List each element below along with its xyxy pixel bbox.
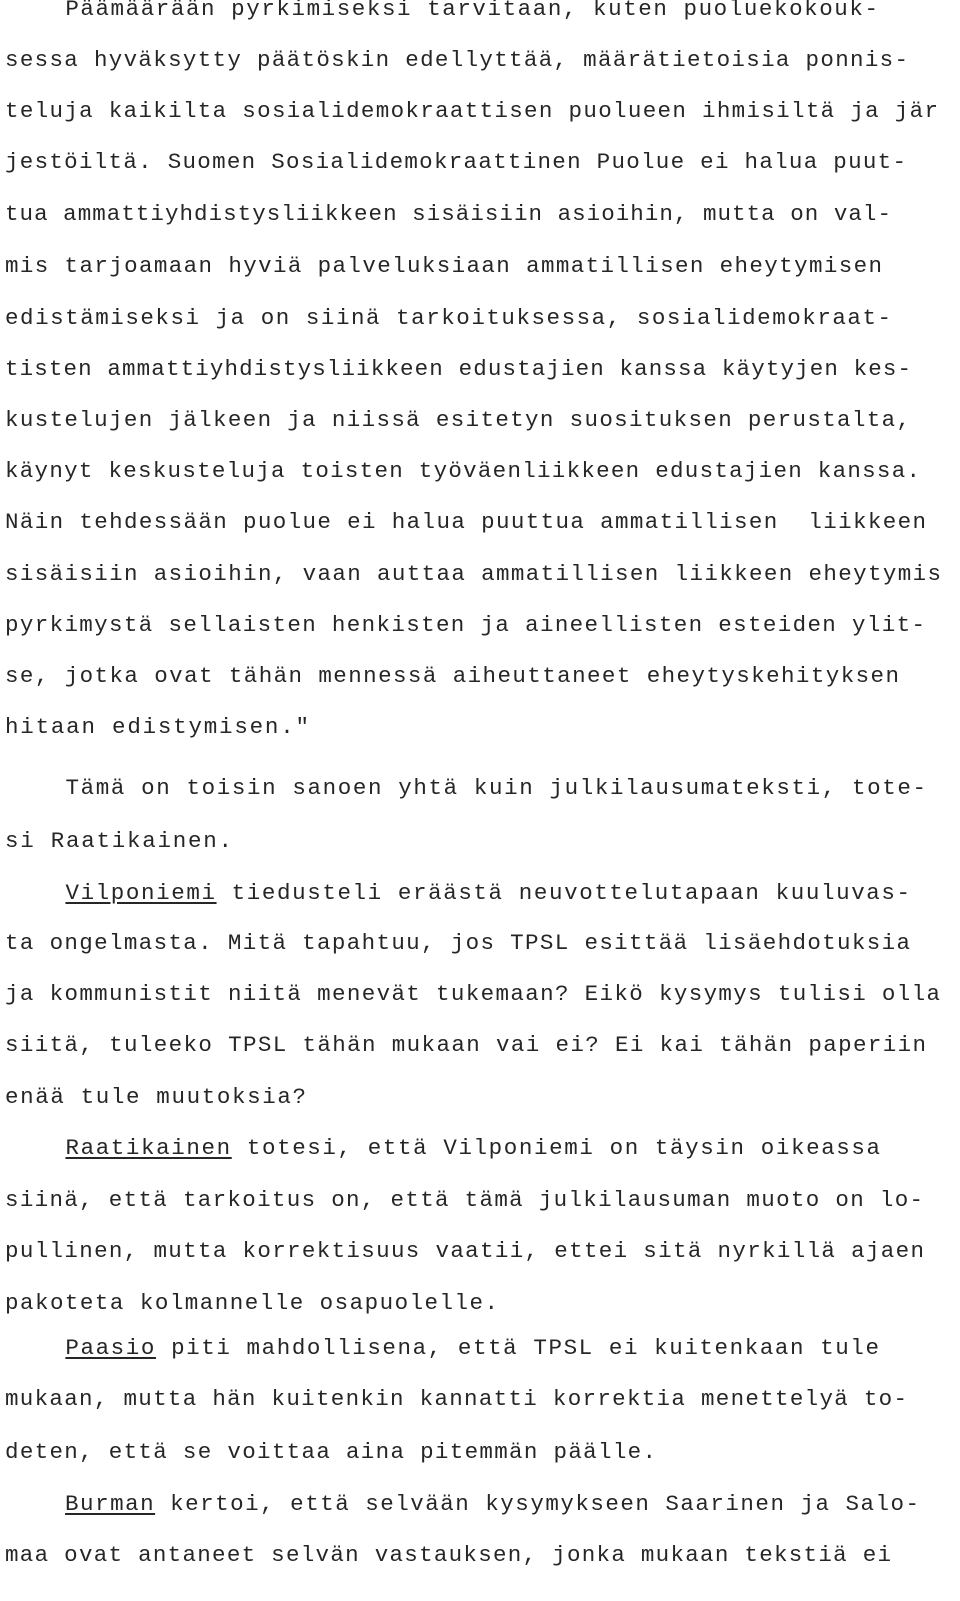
text-line — [5, 456, 921, 486]
text-line — [5, 147, 907, 177]
text-segment: siitä, tuleeko TPSL tähän mukaan vai ei? Ei kai tähän paperiin — [5, 1032, 928, 1058]
text-segment: deten, että se voittaa aina pitemmän päälle. — [5, 1439, 658, 1465]
text-segment: tua ammattiyhdistysliikkeen sisäisiin asioihin, mutta on val- — [5, 201, 893, 227]
text-line — [5, 1384, 908, 1414]
text-line — [5, 1133, 882, 1163]
text-segment: pyrkimystä sellaisten henkisten ja aineellisten esteiden ylit- — [5, 612, 927, 638]
text-line — [5, 303, 893, 333]
text-segment: jestöiltä. Suomen Sosialidemokraattinen Puolue ei halua puut- — [5, 149, 908, 175]
text-line — [5, 1082, 308, 1112]
text-segment — [5, 880, 65, 906]
text-segment: ta ongelmasta. Mitä tapahtuu, jos TPSL esittää lisäehdotuksia — [5, 930, 912, 956]
text-segment: tisten ammattiyhdistysliikkeen edustajien kanssa käytyjen kes- — [5, 356, 913, 382]
speaker-name: Raatikainen — [65, 1135, 232, 1161]
text-segment: sessa hyväksytty päätöskin edellyttää, määrätietoisia ponnis- — [5, 47, 910, 73]
text-segment — [5, 1135, 65, 1161]
text-line — [5, 1437, 657, 1467]
text-line — [5, 96, 939, 126]
text-line — [5, 610, 926, 640]
text-segment: maa ovat antaneet selvän vastauksen, jonka mukaan tekstiä ei — [5, 1542, 893, 1568]
text-line — [5, 826, 234, 856]
text-segment: siinä, että tarkoitus on, että tämä julkilausuman muoto on lo- — [5, 1187, 925, 1213]
text-line — [5, 559, 942, 589]
text-line — [5, 0, 880, 24]
text-segment: tiedusteli eräästä neuvottelutapaan kuuluvas- — [216, 880, 912, 906]
text-segment: kertoi, että selvään kysymykseen Saarinen ja Salo- — [155, 1491, 921, 1517]
text-line — [5, 1489, 921, 1519]
text-line — [5, 507, 927, 537]
text-segment: kustelujen jälkeen ja niissä esitetyn suosituksen perustalta, — [5, 407, 912, 433]
text-segment: edistämiseksi ja on siinä tarkoituksessa, sosialidemokraat- — [5, 305, 893, 331]
text-segment: pakoteta kolmannelle osapuolelle. — [5, 1290, 500, 1316]
text-line — [5, 1288, 499, 1318]
text-segment: hitaan edistymisen." — [5, 714, 311, 740]
text-line — [5, 712, 311, 742]
speaker-name: Burman — [65, 1491, 156, 1517]
text-line — [5, 928, 911, 958]
text-line — [5, 773, 928, 803]
text-segment: Näin tehdessään puolue ei halua puuttua ammatillisen liikkeen — [5, 509, 928, 535]
text-line — [5, 979, 941, 1009]
text-segment: piti mahdollisena, että TPSL ei kuitenkaan tule — [155, 1335, 881, 1361]
text-segment — [5, 1491, 65, 1517]
text-segment: si Raatikainen. — [5, 828, 234, 854]
text-line — [5, 45, 909, 75]
speaker-name: Vilponiemi — [65, 880, 217, 906]
text-line — [5, 1333, 881, 1363]
text-segment: totesi, että Vilponiemi on täysin oikeassa — [231, 1135, 882, 1161]
text-segment: se, jotka ovat tähän mennessä aiheuttaneet eheytyskehityksen — [5, 663, 901, 689]
text-segment: pullinen, mutta korrektisuus vaatii, ettei sitä nyrkillä ajaen — [5, 1238, 926, 1264]
text-segment: mukaan, mutta hän kuitenkin kannatti korrektia menettelyä to- — [5, 1386, 909, 1412]
text-segment — [5, 1335, 65, 1361]
text-segment: Tämä on toisin sanoen yhtä kuin julkilausumateksti, tote- — [5, 775, 928, 801]
text-segment: ja kommunistit niitä menevät tukemaan? Eikö kysymys tulisi olla — [5, 981, 942, 1007]
text-segment: mis tarjoamaan hyviä palveluksiaan ammatillisen eheytymisen — [5, 253, 884, 279]
text-line — [5, 878, 912, 908]
text-segment: teluja kaikilta sosialidemokraattisen puolueen ihmisiltä ja jär — [5, 98, 940, 124]
text-line — [5, 661, 900, 691]
text-line — [5, 1540, 892, 1570]
text-line — [5, 251, 883, 281]
speaker-name: Paasio — [65, 1335, 156, 1361]
text-segment: Päämäärään pyrkimiseksi tarvitaan, kuten puoluekokouk- — [5, 0, 880, 22]
text-line — [5, 1185, 924, 1215]
text-line — [5, 405, 911, 435]
text-line — [5, 1030, 927, 1060]
text-segment: enää tule muutoksia? — [5, 1084, 308, 1110]
text-segment: sisäisiin asioihin, vaan auttaa ammatillisen liikkeen eheytymis — [5, 561, 943, 587]
text-line — [5, 1236, 925, 1266]
text-segment: käynyt keskusteluja toisten työväenliikkeen edustajien kanssa. — [5, 458, 922, 484]
text-line — [5, 354, 912, 384]
text-line — [5, 199, 892, 229]
